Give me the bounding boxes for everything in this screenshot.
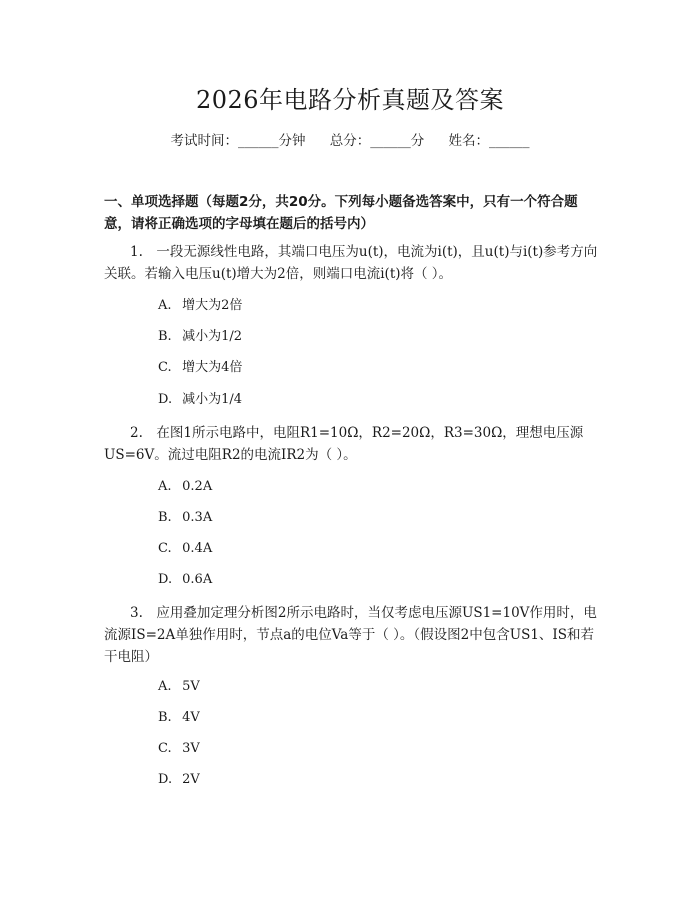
option-text: 0.3A: [182, 510, 213, 525]
option-text: 增大为4倍: [182, 360, 243, 375]
option-text: 0.4A: [182, 541, 213, 556]
option-letter: C.: [158, 541, 172, 556]
option-text: 0.2A: [182, 479, 213, 494]
question-2-option-a: [158, 477, 212, 497]
option-letter: D.: [158, 772, 173, 787]
option-text: 4V: [182, 710, 200, 725]
question-2-option-b: [158, 508, 212, 528]
option-text: 减小为1/4: [182, 392, 243, 407]
option-text: 减小为1/2: [182, 329, 243, 344]
option-letter: B.: [158, 710, 172, 725]
question-3-text: 3. 应用叠加定理分析图2所示电路时，当仅考虑电压源US1=10V作用时，电流源IS=2A单独作用时，节点a的电位Va等于（ ）。（假设图2中包含US1、IS和若干电阻）: [104, 605, 597, 665]
option-letter: C.: [158, 360, 172, 375]
option-text: 3V: [182, 741, 200, 756]
option-letter: B.: [158, 510, 172, 525]
question-1-option-c: [158, 358, 242, 378]
total-score-label: 总分：______分: [329, 133, 425, 149]
question-2-option-d: [158, 570, 212, 590]
question-1-option-b: [158, 327, 242, 347]
option-text: 0.6A: [182, 572, 213, 587]
option-letter: D.: [158, 392, 173, 407]
question-1-option-d: [158, 390, 242, 410]
question-3-option-d: [158, 770, 200, 790]
option-letter: A.: [158, 479, 172, 494]
question-2-option-c: [158, 539, 212, 559]
question-3-option-c: [158, 739, 200, 759]
question-1-option-a: [158, 296, 242, 316]
question-1-text: 1. 一段无源线性电路，其端口电压为u(t)，电流为i(t)，且u(t)与i(t)参考方向关联。若输入电压u(t)增大为2倍，则端口电流i(t)将（ ）。: [104, 244, 598, 282]
question-2-text: 2. 在图1所示电路中，电阻R1=10Ω，R2=20Ω，R3=30Ω，理想电压源US=6V。流过电阻R2的电流IR2为（ ）。: [104, 425, 584, 463]
option-text: 2V: [182, 772, 200, 787]
option-letter: B.: [158, 329, 172, 344]
option-text: 5V: [182, 679, 200, 694]
option-text: 增大为2倍: [182, 298, 243, 313]
name-label: 姓名：______: [448, 133, 530, 149]
exam-time-label: 考试时间：______分钟: [170, 133, 306, 149]
option-letter: C.: [158, 741, 172, 756]
section-heading-single-choice: 一、单项选择题（每题2分，共20分。下列每小题备选答案中，只有一个符合题意，请将正确选项的字母填在题后的括号内）: [104, 194, 578, 232]
page-title: 2026年电路分析真题及答案: [195, 86, 505, 114]
question-3-option-a: [158, 677, 200, 697]
option-letter: D.: [158, 572, 173, 587]
option-letter: A.: [158, 298, 172, 313]
exam-meta-line: [0, 131, 700, 151]
option-letter: A.: [158, 679, 172, 694]
question-3-option-b: [158, 708, 200, 728]
